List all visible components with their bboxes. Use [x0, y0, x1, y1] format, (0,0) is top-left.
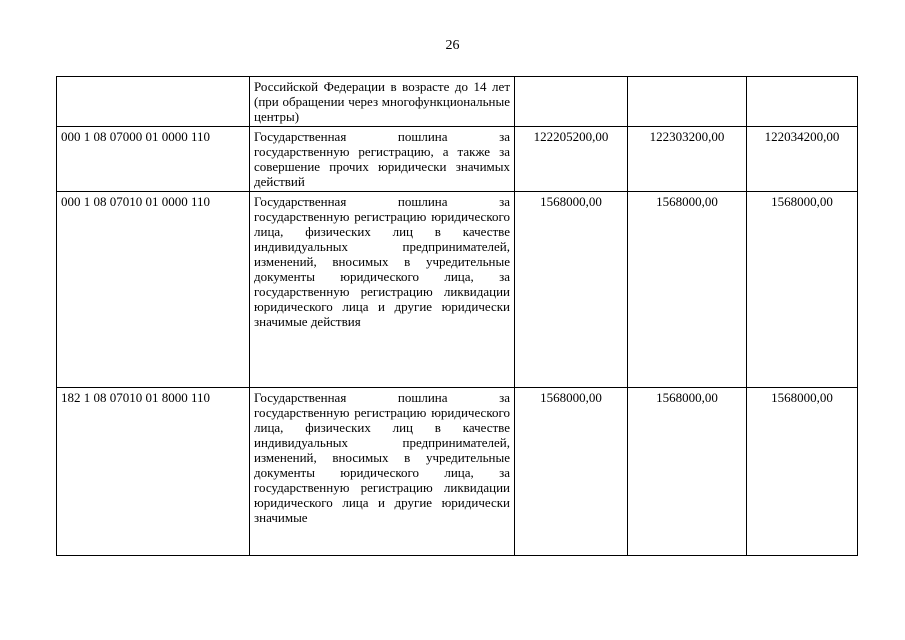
amount-year-2-cell: [628, 77, 747, 127]
amount-year-3-cell: 1568000,00: [747, 388, 858, 556]
table-row: [57, 388, 858, 556]
revenue-name-cell: Государственная пошлина за государственную регистрацию, а также за совершение прочих юридически значимых действий: [250, 127, 515, 192]
table-row: [57, 77, 858, 127]
amount-year-2-cell: 122303200,00: [628, 127, 747, 192]
table-row: [57, 127, 858, 192]
amount-year-3-cell: 122034200,00: [747, 127, 858, 192]
budget-code-cell: 000 1 08 07000 01 0000 110: [57, 127, 250, 192]
page-number: 26: [445, 38, 460, 53]
amount-year-1-cell: [515, 77, 628, 127]
revenue-name-cell: Российской Федерации в возрасте до 14 лет (при обращении через многофункциональные центры): [250, 77, 515, 127]
amount-year-1-cell: 122205200,00: [515, 127, 628, 192]
revenue-name-cell: Государственная пошлина за государственную регистрацию юридического лица, физических лиц в качестве индивидуальных предпринимателей, изменений, вносимых в учредительные документы юридического лица, за государственную регистрацию ликвидации юридического лица и другие юридически значимые действия: [250, 192, 515, 388]
amount-year-2-cell: 1568000,00: [628, 388, 747, 556]
budget-code-cell: 000 1 08 07010 01 0000 110: [57, 192, 250, 388]
revenue-table: [56, 76, 858, 556]
table-row: [57, 192, 858, 388]
amount-year-3-cell: [747, 77, 858, 127]
revenue-name-cell: Государственная пошлина за государственную регистрацию юридического лица, физических лиц в качестве индивидуальных предпринимателей, изменений, вносимых в учредительные документы юридического лица, за государственную регистрацию ликвидации юридического лица и другие юридически значимые: [250, 388, 515, 556]
amount-year-1-cell: 1568000,00: [515, 192, 628, 388]
amount-year-3-cell: 1568000,00: [747, 192, 858, 388]
budget-code-cell: 182 1 08 07010 01 8000 110: [57, 388, 250, 556]
amount-year-2-cell: 1568000,00: [628, 192, 747, 388]
amount-year-1-cell: 1568000,00: [515, 388, 628, 556]
budget-code-cell: [57, 77, 250, 127]
